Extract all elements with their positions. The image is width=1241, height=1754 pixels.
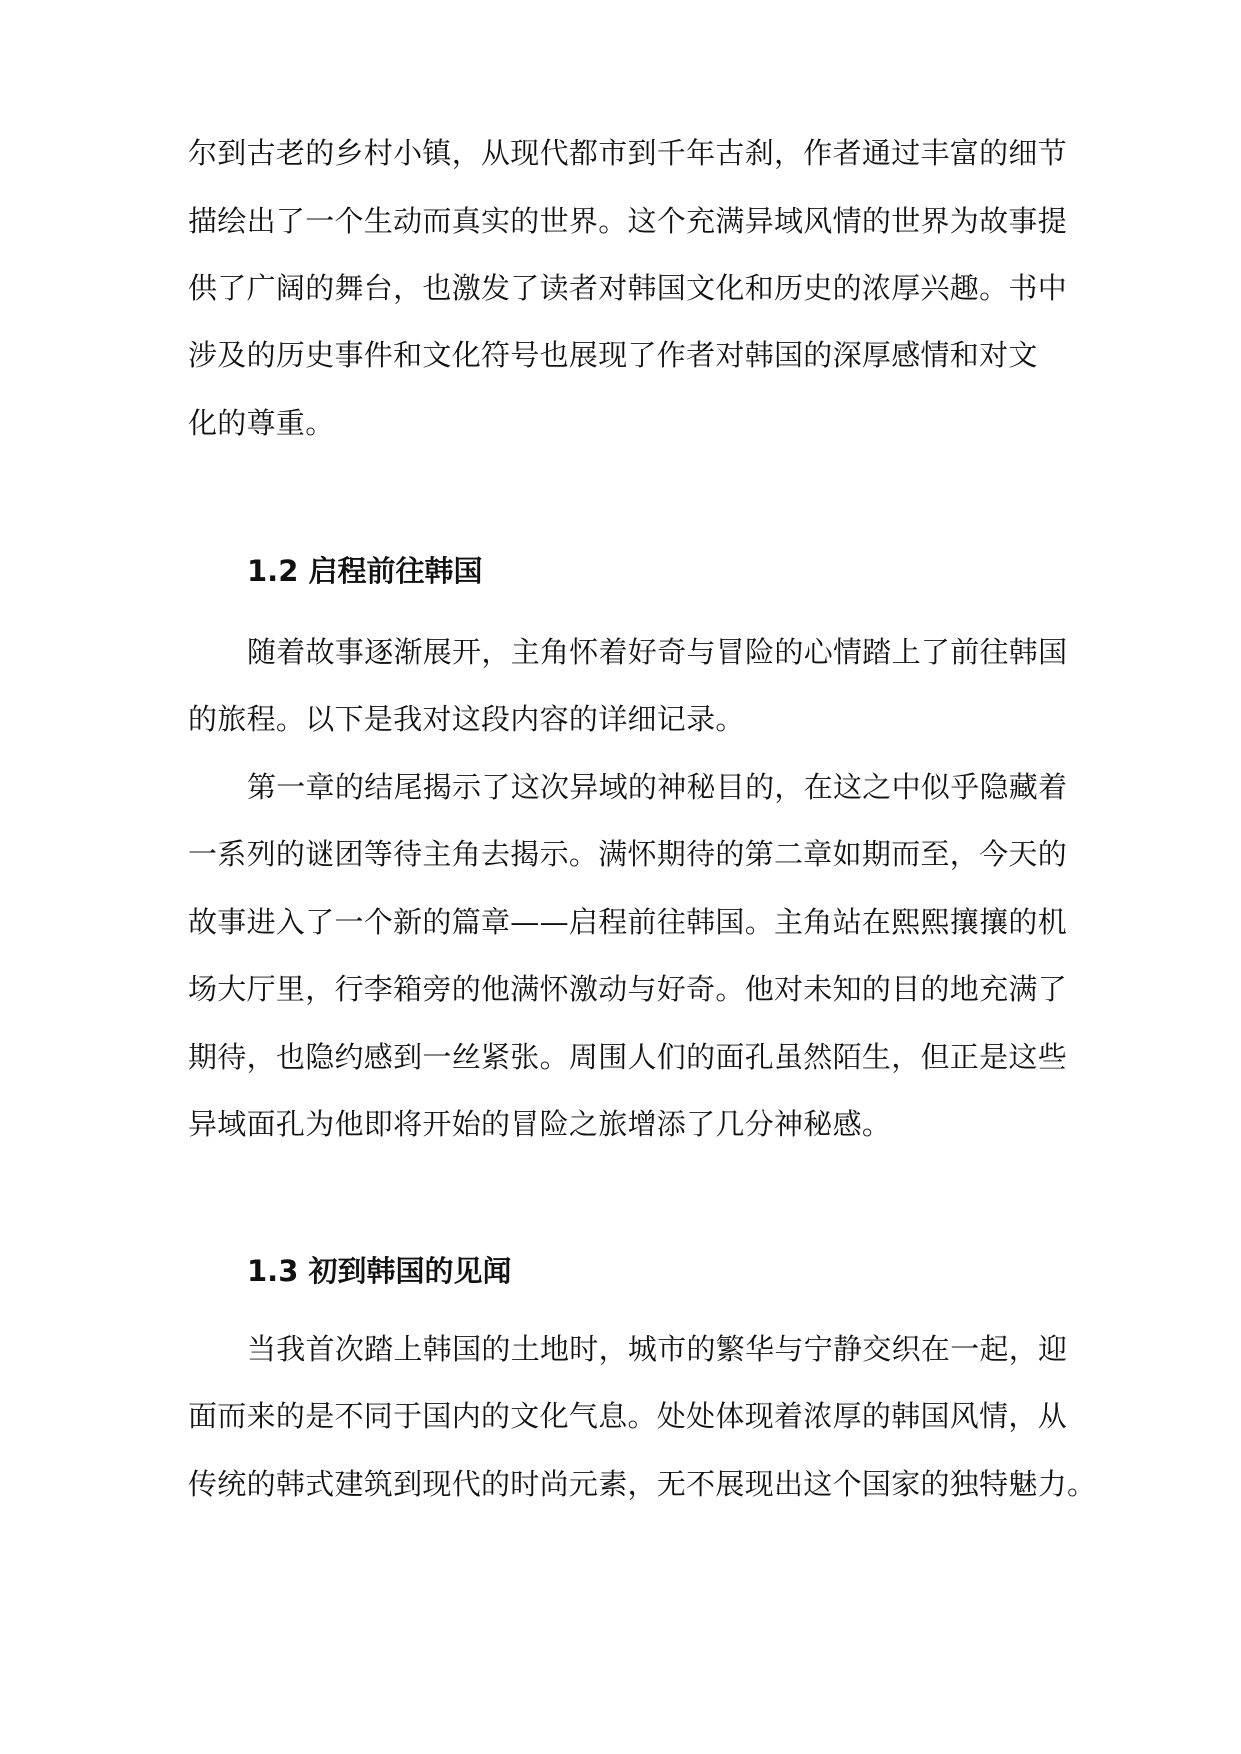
paragraph-line: 面而来的是不同于国内的文化气息。处处体现着浓厚的韩国风情，从 xyxy=(188,1399,1068,1433)
paragraph-line: 尔到古老的乡村小镇，从现代都市到千年古刹，作者通过丰富的细节 xyxy=(188,136,1068,170)
paragraph-line: 的旅程。以下是我对这段内容的详细记录。 xyxy=(188,702,745,736)
paragraph-line: 当我首次踏上韩国的土地时，城市的繁华与宁静交织在一起，迎 xyxy=(247,1332,1068,1366)
paragraph-line: 随着故事逐渐展开，主角怀着好奇与冒险的心情踏上了前往韩国 xyxy=(247,635,1068,669)
paragraph-line: 故事进入了一个新的篇章——启程前往韩国。主角站在熙熙攘攘的机 xyxy=(188,905,1068,939)
paragraph-line: 异域面孔为他即将开始的冒险之旅增添了几分神秘感。 xyxy=(188,1107,892,1141)
paragraph-line: 传统的韩式建筑到现代的时尚元素，无不展现出这个国家的独特魅力。 xyxy=(188,1467,1097,1501)
paragraph-line: 供了广阔的舞台，也激发了读者对韩国文化和历史的浓厚兴趣。书中 xyxy=(188,271,1068,305)
paragraph-line: 期待，也隐约感到一丝紧张。周围人们的面孔虽然陌生，但正是这些 xyxy=(188,1040,1068,1074)
paragraph-line: 描绘出了一个生动而真实的世界。这个充满异域风情的世界为故事提 xyxy=(188,204,1068,238)
paragraph-line: 化的尊重。 xyxy=(188,406,335,440)
section-heading-1-2: 1.2 启程前往韩国 xyxy=(247,554,483,588)
paragraph-line: 第一章的结尾揭示了这次异域的神秘目的，在这之中似乎隐藏着 xyxy=(247,770,1068,804)
section-heading-1-3: 1.3 初到韩国的见闻 xyxy=(247,1254,512,1288)
paragraph-line: 涉及的历史事件和文化符号也展现了作者对韩国的深厚感情和对文 xyxy=(188,338,1038,372)
paragraph-line: 场大厅里，行李箱旁的他满怀激动与好奇。他对未知的目的地充满了 xyxy=(188,972,1068,1006)
paragraph-line: 一系列的谜团等待主角去揭示。满怀期待的第二章如期而至，今天的 xyxy=(188,837,1068,871)
